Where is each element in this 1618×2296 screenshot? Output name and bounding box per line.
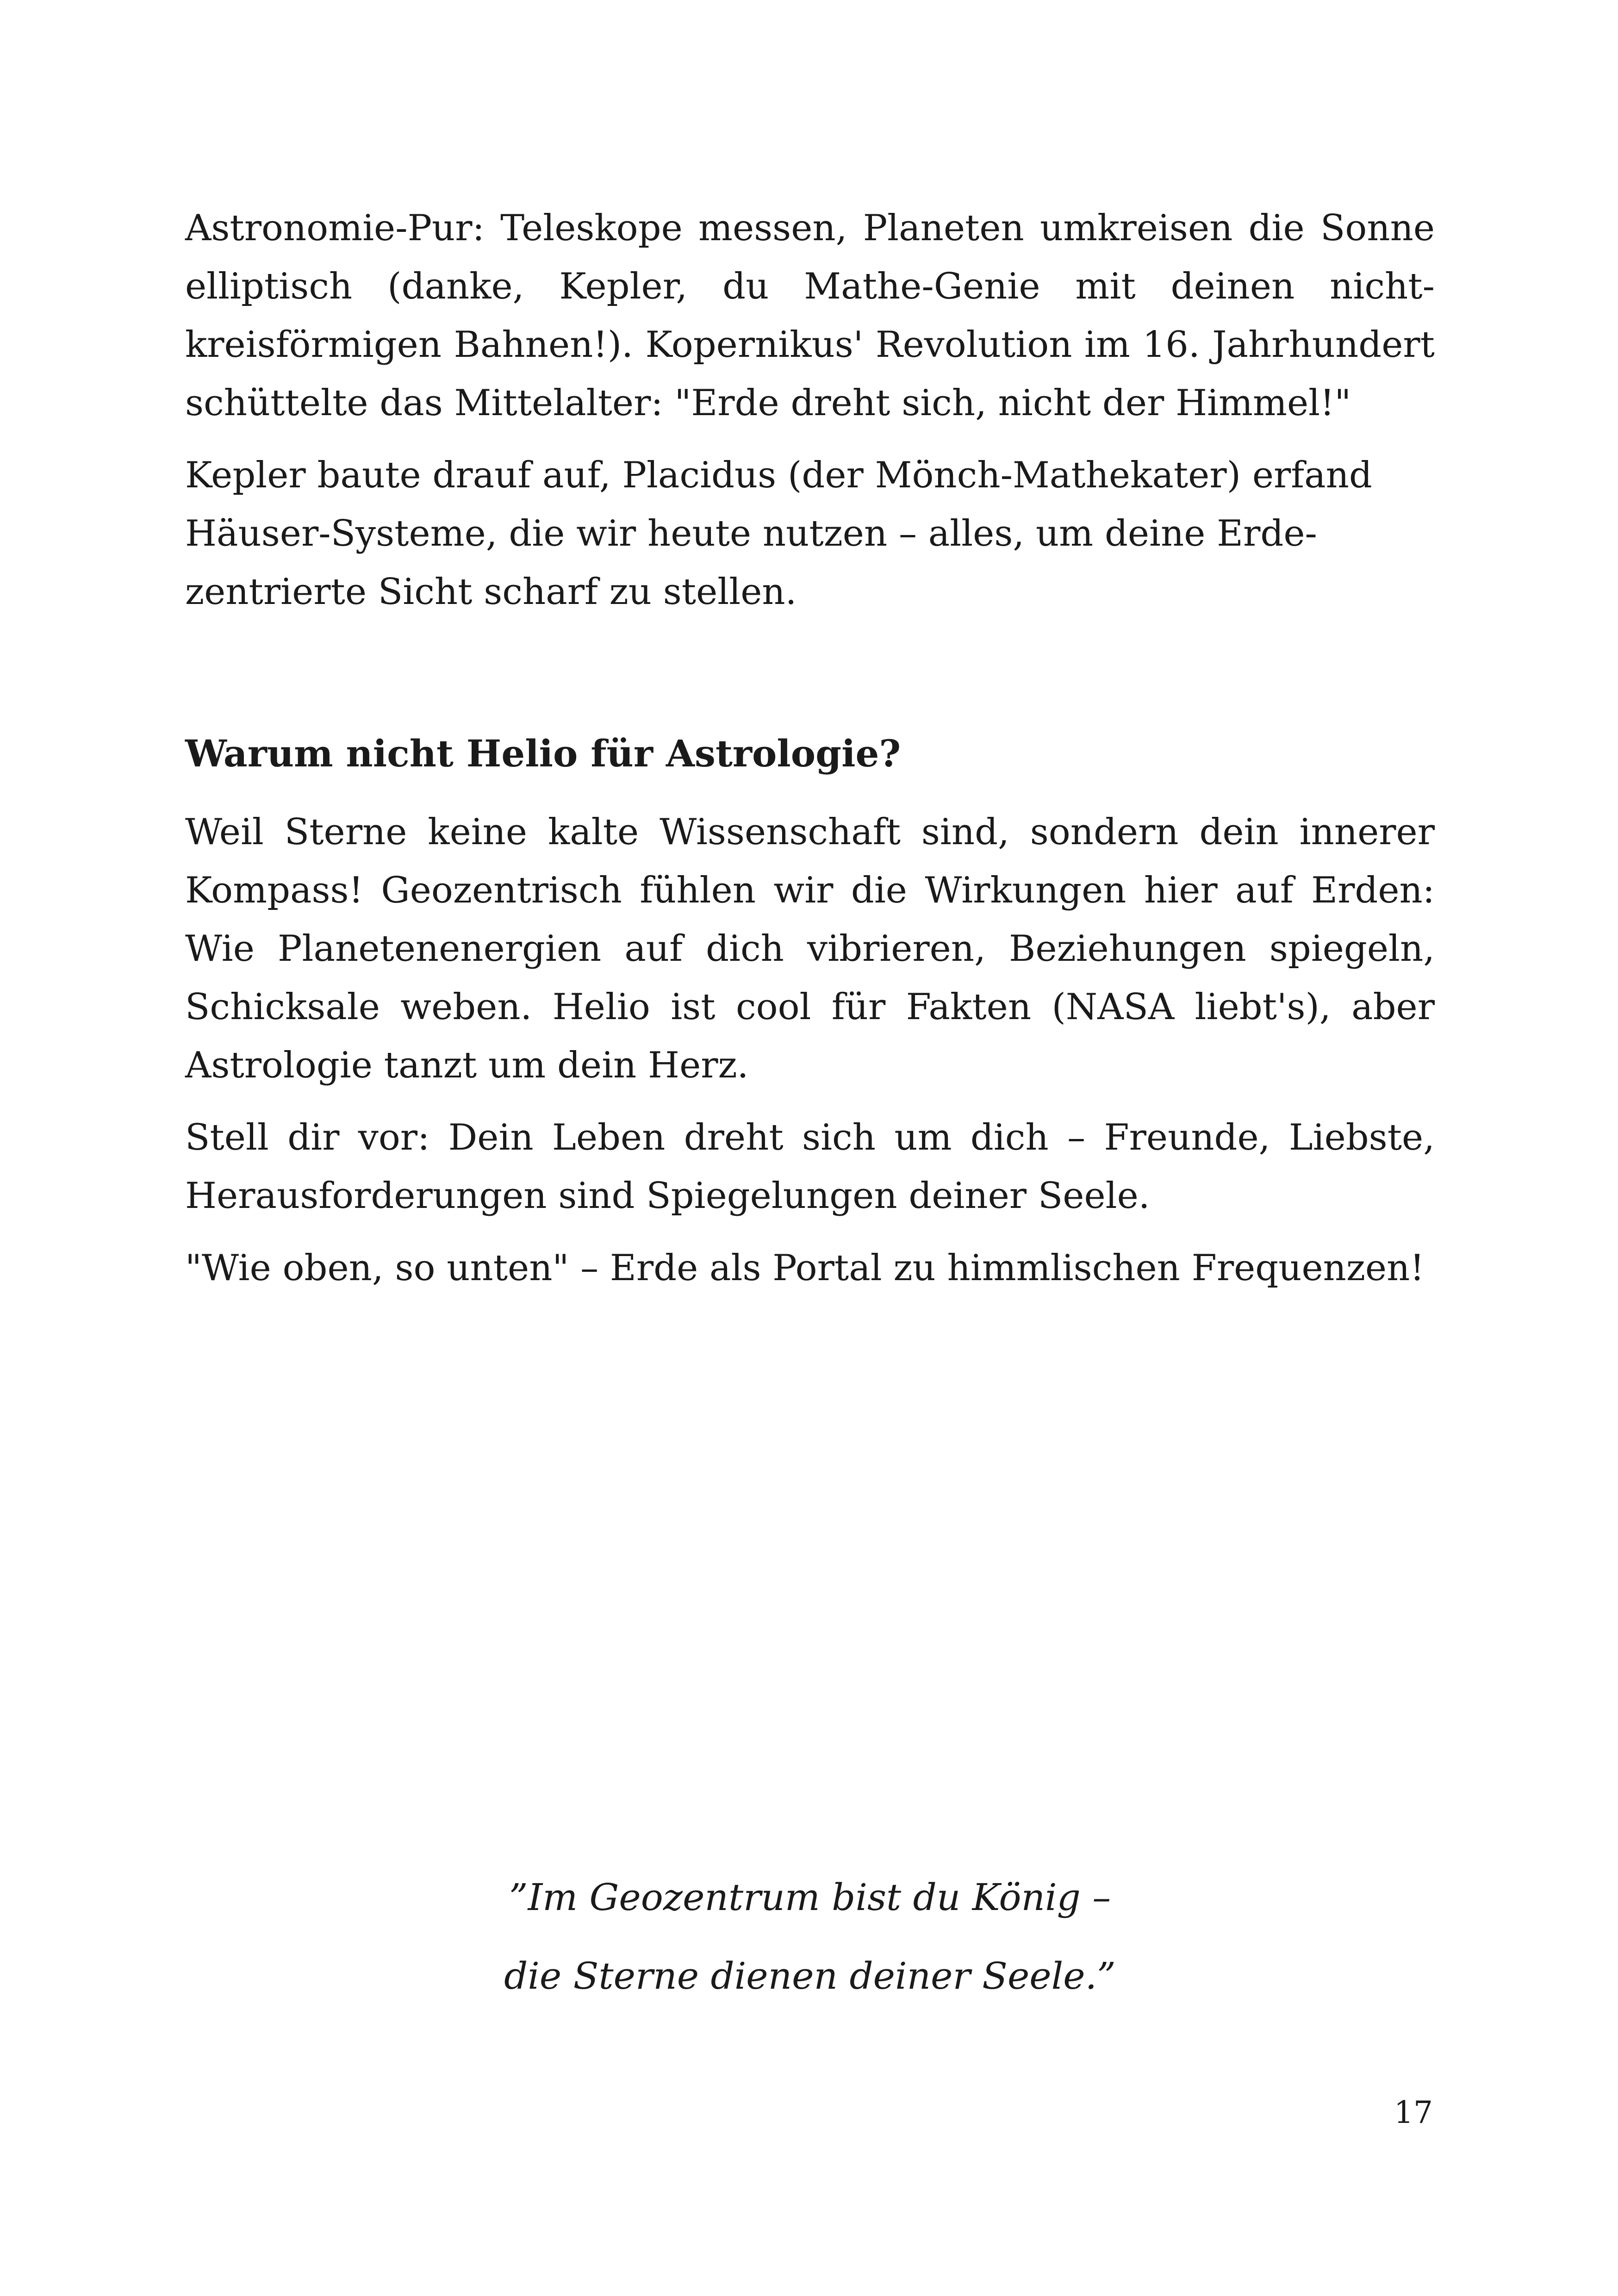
paragraph-kepler-placidus: Kepler baute drauf auf, Placidus (der Mönch-Mathekater) erfand Häuser-Systeme, die wir heute nutzen – alles, um deine Erdezentrierte Sicht scharf zu stellen.	[185, 454, 1372, 613]
closing-quote-line-2: die Sterne dienen deiner Seele.”	[504, 1954, 1116, 1997]
paragraph-stell-dir-vor: Stell dir vor: Dein Leben dreht sich um dich – Freunde, Liebste, Herausforderungen sind Spiegelungen deiner Seele.	[185, 1117, 1435, 1217]
paragraph-weil-sterne: Weil Sterne keine kalte Wissenschaft sind, sondern dein innerer Kompass! Geozentrisch fühlen wir die Wirkungen hier auf Erden: Wie Planetenenergien auf dich vibrieren, Beziehungen spiegeln, Schicksale weben. Helio ist cool für Fakten (NASA liebt's), aber Astrologie tanzt um dein Herz.	[185, 811, 1435, 1086]
page-number: 17	[1394, 2095, 1433, 2130]
top-text-section	[185, 199, 1435, 621]
section-heading: Warum nicht Helio für Astrologie?	[185, 732, 901, 775]
paragraph-astronomie-pur: Astronomie-Pur: Teleskope messen, Planeten umkreisen die Sonne elliptisch (danke, Kepler, du Mathe-Genie mit deinen nichtkreisförmigen Bahnen!). Kopernikus' Revolution im 16. Jahrhundert schüttelte das Mittelalter: "Erde dreht sich, nicht der Himmel!"	[185, 207, 1435, 424]
closing-quote-line-1: ”Im Geozentrum bist du König –	[509, 1876, 1111, 1919]
main-text-section	[185, 803, 1435, 1297]
paragraph-wie-oben: "Wie oben, so unten" – Erde als Portal zu himmlischen Frequenzen!	[185, 1247, 1425, 1289]
